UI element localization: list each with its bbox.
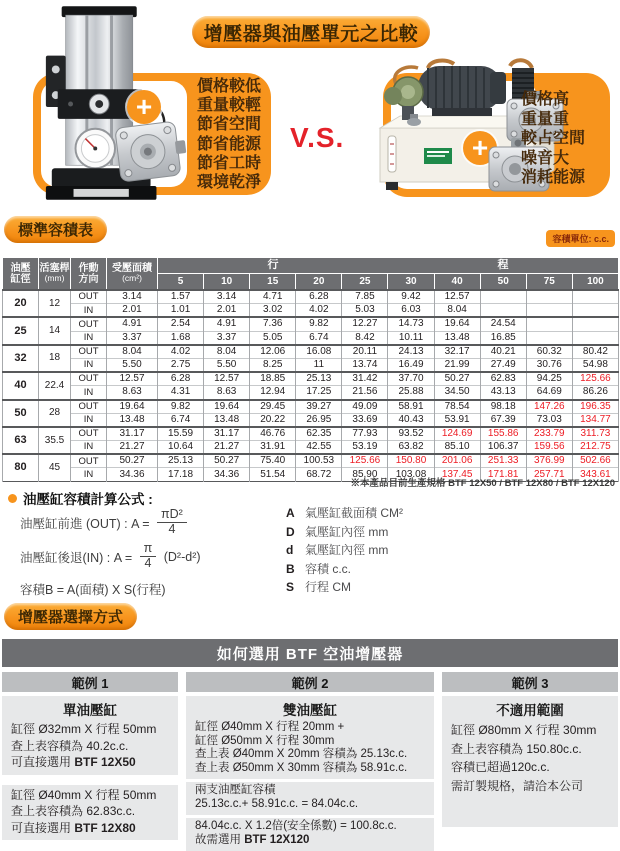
table-cell: 16.49: [388, 358, 434, 372]
table-cell: 15.59: [158, 427, 204, 441]
col-header-area: 受壓面積 (cm²): [107, 258, 158, 291]
example-3-title: 不適用範圍: [496, 703, 564, 718]
table-cell: 20.11: [342, 345, 388, 359]
table-cell: 60.32: [526, 345, 572, 359]
table-cell: 75.40: [250, 454, 296, 468]
table-cell: [480, 304, 526, 318]
formula-volume: 容積B = A(面積) X S(行程): [20, 583, 166, 597]
example-1-column: [2, 672, 178, 835]
table-cell: [572, 290, 618, 304]
table-cell: 62.35: [296, 427, 342, 441]
table-cell: 18.85: [250, 372, 296, 386]
table-cell: 13.48: [434, 331, 480, 345]
table-row-in: [3, 304, 619, 318]
table-cell: [526, 290, 572, 304]
table-cell: 37.70: [388, 372, 434, 386]
table-cell: 10.11: [388, 331, 434, 345]
table-cell: 30.76: [526, 358, 572, 372]
example-line: 查上表容積為 40.2c.c.: [11, 738, 129, 753]
table-cell: 103.08: [388, 468, 434, 481]
table-cell: 4.31: [158, 386, 204, 400]
table-cell: 85.90: [342, 468, 388, 481]
table-row-out: [3, 372, 619, 386]
table-row-in: [3, 413, 619, 427]
table-cell: 4.71: [250, 290, 296, 304]
table-row-out: [3, 345, 619, 359]
table-cell: 9.42: [388, 290, 434, 304]
example-line: 查上表容積為 150.80c.c.: [451, 741, 582, 756]
table-cell: 63: [3, 427, 39, 454]
stroke-col-header: 25: [342, 274, 388, 291]
table-cell: OUT: [71, 372, 107, 386]
table-cell: 7.36: [250, 317, 296, 331]
table-cell: 31.42: [342, 372, 388, 386]
formula-legend: [286, 504, 403, 597]
table-cell: 2.75: [158, 358, 204, 372]
table-cell: 257.71: [526, 468, 572, 481]
example-line: 缸徑 Ø80mm X 行程 30mm: [451, 723, 597, 737]
volume-table-header: [3, 258, 619, 291]
table-cell: [572, 331, 618, 345]
table-cell: 2.01: [107, 304, 158, 318]
stroke-col-header: 30: [388, 274, 434, 291]
table-cell: OUT: [71, 345, 107, 359]
table-cell: 1.57: [158, 290, 204, 304]
table-cell: OUT: [71, 290, 107, 304]
table-cell: 19.64: [107, 400, 158, 414]
example-line: 查上表 Ø40mm X 20mm 容積為 25.13c.c.: [195, 748, 408, 760]
table-cell: [526, 317, 572, 331]
example-line: 需訂製規格，請洽本公司: [451, 778, 584, 793]
table-row-out: [3, 400, 619, 414]
table-cell: 8.04: [434, 304, 480, 318]
table-cell: 8.63: [107, 386, 158, 400]
table-cell: 20: [3, 290, 39, 317]
table-cell: 9.82: [296, 317, 342, 331]
table-cell: 21.99: [434, 358, 480, 372]
feature-item: 節省空間: [197, 116, 262, 134]
table-cell: 78.54: [434, 400, 480, 414]
table-cell: 40.21: [480, 345, 526, 359]
table-cell: 19.64: [204, 400, 250, 414]
table-cell: 7.85: [342, 290, 388, 304]
feature-item: 較占空間: [521, 130, 586, 148]
table-cell: 6.03: [388, 304, 434, 318]
table-cell: 86.26: [572, 386, 618, 400]
feature-item: 價格較低: [197, 78, 262, 95]
table-cell: 100.53: [296, 454, 342, 468]
table-cell: 58.91: [388, 400, 434, 414]
table-cell: 50.27: [434, 372, 480, 386]
table-cell: 311.73: [572, 427, 618, 441]
feature-item: 重量重: [521, 110, 570, 128]
table-cell: 5.50: [107, 358, 158, 372]
table-cell: 196.35: [572, 400, 618, 414]
example-line: 缸徑 Ø32mm X 行程 50mm: [11, 722, 157, 736]
example-action: 可直接選用 BTF 12X80: [11, 820, 136, 835]
table-cell: 12.94: [250, 386, 296, 400]
table-cell: 27.49: [480, 358, 526, 372]
table-cell: 8.04: [107, 345, 158, 359]
example-line: 25.13c.c.+ 58.91c.c. = 84.04c.c.: [195, 797, 359, 810]
table-cell: 8.25: [250, 358, 296, 372]
stroke-col-header: 5: [158, 274, 204, 291]
table-cell: 6.74: [296, 331, 342, 345]
table-row-in: [3, 331, 619, 345]
table-cell: 14.73: [388, 317, 434, 331]
plus-icon: +: [463, 131, 497, 165]
selection-guide-title: 如何選用 BTF 空油增壓器: [2, 639, 618, 667]
table-cell: 49.09: [342, 400, 388, 414]
stroke-band-char: 行: [267, 259, 279, 272]
stroke-band-char: 程: [497, 259, 509, 272]
example-line: 查上表 Ø50mm X 30mm 容積為 58.91c.c.: [195, 761, 408, 774]
table-cell: 26.95: [296, 413, 342, 427]
table-cell: 50.27: [107, 454, 158, 468]
table-cell: 13.48: [204, 413, 250, 427]
table-cell: 98.18: [480, 400, 526, 414]
table-cell: 34.36: [204, 468, 250, 481]
bullet-icon: [8, 494, 17, 503]
example-1-box-2: [2, 785, 178, 841]
table-cell: 62.83: [480, 372, 526, 386]
table-cell: IN: [71, 413, 107, 427]
table-cell: 502.66: [572, 454, 618, 468]
example-line: 兩支油壓缸容積: [195, 784, 276, 796]
formula-in: 油壓缸後退(IN) : A = $\frac{\pi}{4}$ (D²-d²): [20, 541, 201, 570]
legend-row: S 行程 CM: [286, 580, 351, 595]
table-cell: 85.10: [434, 441, 480, 455]
table-cell: 2.01: [204, 304, 250, 318]
table-cell: 10.64: [158, 441, 204, 455]
table-cell: 125.66: [572, 372, 618, 386]
table-cell: 233.79: [526, 427, 572, 441]
example-line: 容積已超過120c.c.: [451, 760, 550, 774]
stroke-col-header: 10: [204, 274, 250, 291]
table-cell: 42.55: [296, 441, 342, 455]
table-cell: 14: [39, 317, 71, 344]
table-cell: OUT: [71, 400, 107, 414]
table-cell: 25.13: [296, 372, 342, 386]
table-cell: 45: [39, 454, 71, 481]
example-line: 缸徑 Ø50mm X 行程 30mm: [195, 734, 335, 747]
example-line: 84.04c.c. X 1.2倍(安全係數) = 100.8c.c.: [195, 820, 397, 832]
table-row-out: [3, 427, 619, 441]
table-cell: 6.28: [296, 290, 342, 304]
table-cell: 64.69: [526, 386, 572, 400]
table-cell: 73.03: [526, 413, 572, 427]
table-cell: 1.01: [158, 304, 204, 318]
page-title: 增壓器與油壓單元之比較: [192, 16, 430, 48]
stroke-col-header: 100: [572, 274, 618, 291]
table-cell: 19.64: [434, 317, 480, 331]
table-cell: 12.57: [434, 290, 480, 304]
table-cell: 1.68: [158, 331, 204, 345]
table-cell: [480, 290, 526, 304]
legend-row: D 氣壓缸內徑 mm: [286, 524, 389, 539]
table-cell: 12.27: [342, 317, 388, 331]
table-cell: 155.86: [480, 427, 526, 441]
table-cell: 6.28: [158, 372, 204, 386]
table-cell: IN: [71, 358, 107, 372]
table-cell: [526, 331, 572, 345]
section-title-selection: 增壓器選擇方式: [4, 603, 137, 630]
example-1-header: 範例 1: [2, 672, 178, 692]
fraction: $\frac{\pi}{4}$: [140, 542, 157, 571]
feature-item: 消耗能源: [521, 169, 586, 187]
example-2-header: 範例 2: [186, 672, 434, 692]
selection-columns: [2, 672, 618, 846]
table-cell: 376.99: [526, 454, 572, 468]
table-cell: 54.98: [572, 358, 618, 372]
example-line: 缸徑 Ø40mm X 行程 50mm: [11, 787, 157, 802]
production-spec-note: ※本產品目前生產規格 BTF 12X50 / BTF 12X80 / BTF 12X120: [350, 478, 615, 489]
table-cell: 5.03: [342, 304, 388, 318]
table-cell: 3.14: [107, 290, 158, 304]
table-cell: 16.08: [296, 345, 342, 359]
col-header-rod: 活塞桿 (mm): [39, 258, 71, 291]
table-cell: IN: [71, 468, 107, 481]
table-cell: 46.76: [250, 427, 296, 441]
table-cell: 16.85: [480, 331, 526, 345]
example-3-header: 範例 3: [442, 672, 618, 692]
table-cell: 20.22: [250, 413, 296, 427]
table-cell: 22.4: [39, 372, 71, 399]
table-cell: 53.91: [434, 413, 480, 427]
stroke-col-header: 20: [296, 274, 342, 291]
table-cell: 8.63: [204, 386, 250, 400]
table-cell: 35.5: [39, 427, 71, 454]
col-header-stroke-band: [158, 258, 619, 274]
table-cell: 40.43: [388, 413, 434, 427]
table-cell: 3.37: [107, 331, 158, 345]
table-cell: IN: [71, 331, 107, 345]
section-title-volume-table: 標準容積表: [4, 216, 107, 243]
example-2-box-2: [186, 782, 434, 815]
table-cell: 17.18: [158, 468, 204, 481]
table-cell: 201.06: [434, 454, 480, 468]
table-cell: 18: [39, 345, 71, 372]
volume-table-body: [3, 290, 619, 481]
feature-item: 重量較輕: [197, 97, 262, 115]
table-cell: 53.19: [342, 441, 388, 455]
table-cell: 25.13: [158, 454, 204, 468]
table-cell: 3.37: [204, 331, 250, 345]
table-cell: 4.91: [204, 317, 250, 331]
table-cell: 212.75: [572, 441, 618, 455]
unit-tag: 容積單位: c.c.: [546, 230, 615, 247]
booster-advantages-list: [197, 77, 261, 192]
table-cell: 31.17: [107, 427, 158, 441]
compact-cylinder-image: [112, 112, 194, 192]
table-cell: OUT: [71, 454, 107, 468]
feature-item: 節省能源: [197, 135, 262, 153]
stroke-col-header: 40: [434, 274, 480, 291]
volume-table-container: [2, 257, 618, 482]
table-cell: 147.26: [526, 400, 572, 414]
table-cell: 12.06: [250, 345, 296, 359]
table-cell: 43.13: [480, 386, 526, 400]
table-cell: [572, 304, 618, 318]
example-2-box-3: [186, 818, 434, 851]
table-cell: 8.04: [204, 345, 250, 359]
table-cell: 24.13: [388, 345, 434, 359]
table-cell: 9.82: [158, 400, 204, 414]
table-cell: IN: [71, 304, 107, 318]
table-cell: 13.74: [342, 358, 388, 372]
table-cell: OUT: [71, 427, 107, 441]
table-cell: 32.17: [434, 345, 480, 359]
formula-out: 油壓缸前進 (OUT) : A = $\frac{\text{πD²}}{4}$: [20, 507, 201, 538]
table-cell: 68.72: [296, 468, 342, 481]
legend-row: A 氣壓缸截面積 CM²: [286, 506, 403, 520]
example-2-box-1: [186, 696, 434, 779]
stroke-col-header: 75: [526, 274, 572, 291]
versus-label: V.S.: [290, 122, 345, 153]
table-cell: 137.45: [434, 468, 480, 481]
table-cell: 4.02: [296, 304, 342, 318]
table-cell: 25: [3, 317, 39, 344]
example-action: 故需選用 BTF 12X120: [195, 833, 310, 846]
table-cell: 31.17: [204, 427, 250, 441]
table-cell: 8.42: [342, 331, 388, 345]
table-cell: 33.69: [342, 413, 388, 427]
table-cell: IN: [71, 441, 107, 455]
table-cell: 67.39: [480, 413, 526, 427]
table-cell: 13.48: [107, 413, 158, 427]
table-cell: 21.27: [107, 441, 158, 455]
table-cell: 50.27: [204, 454, 250, 468]
table-cell: 159.56: [526, 441, 572, 455]
table-cell: 34.36: [107, 468, 158, 481]
table-cell: 80: [3, 454, 39, 481]
table-cell: 63.82: [388, 441, 434, 455]
table-cell: 125.66: [342, 454, 388, 468]
legend-row: d 氣壓缸內徑 mm: [286, 543, 389, 558]
selection-guide: [2, 639, 618, 846]
col-header-direction: 作動 方向: [71, 258, 107, 291]
stroke-col-header: 15: [250, 274, 296, 291]
formula-list: [20, 507, 201, 600]
table-cell: IN: [71, 386, 107, 400]
table-cell: 39.27: [296, 400, 342, 414]
table-cell: 77.93: [342, 427, 388, 441]
table-cell: 124.69: [434, 427, 480, 441]
table-cell: 21.27: [204, 441, 250, 455]
table-cell: 5.50: [204, 358, 250, 372]
table-cell: 171.81: [480, 468, 526, 481]
table-cell: 11: [296, 358, 342, 372]
table-cell: 50: [3, 400, 39, 427]
table-cell: 2.54: [158, 317, 204, 331]
example-1-title: 單油壓缸: [63, 703, 117, 718]
feature-item: 節省工時: [197, 154, 262, 172]
spacer: [2, 775, 178, 785]
example-line: 查上表容積為 62.83c.c.: [11, 804, 136, 818]
table-cell: 34.50: [434, 386, 480, 400]
feature-item: 環境乾淨: [197, 174, 262, 192]
table-row-out: [3, 454, 619, 468]
example-line: 缸徑 Ø40mm X 行程 20mm +: [195, 721, 345, 733]
table-cell: 25.88: [388, 386, 434, 400]
legend-row: B 容積 c.c.: [286, 561, 352, 576]
table-cell: 80.42: [572, 345, 618, 359]
table-cell: 40: [3, 372, 39, 399]
fraction: $\frac{\text{πD²}}{4}$: [157, 508, 187, 537]
volume-table: [2, 257, 619, 482]
table-cell: OUT: [71, 317, 107, 331]
table-row-out: [3, 317, 619, 331]
table-cell: 12: [39, 290, 71, 317]
feature-item: 價格高: [521, 91, 570, 108]
table-cell: 31.91: [250, 441, 296, 455]
table-cell: 29.45: [250, 400, 296, 414]
example-3-column: [442, 672, 618, 827]
table-cell: 134.77: [572, 413, 618, 427]
table-row-in: [3, 358, 619, 372]
table-cell: 32: [3, 345, 39, 372]
table-cell: 28: [39, 400, 71, 427]
table-cell: 51.54: [250, 468, 296, 481]
formula-section-heading: 油壓缸容積計算公式 :: [8, 488, 153, 508]
table-cell: 24.54: [480, 317, 526, 331]
col-header-bore: 油壓 缸徑: [3, 258, 39, 291]
example-2-column: [186, 672, 434, 846]
example-action: 可直接選用 BTF 12X50: [11, 755, 136, 769]
table-row-in: [3, 441, 619, 455]
table-cell: 4.91: [107, 317, 158, 331]
plus-icon: +: [127, 90, 161, 124]
table-cell: 6.74: [158, 413, 204, 427]
table-cell: 106.37: [480, 441, 526, 455]
table-row-out: [3, 290, 619, 304]
example-1-box-1: [2, 696, 178, 775]
table-cell: 5.05: [250, 331, 296, 345]
table-cell: 94.25: [526, 372, 572, 386]
table-cell: 17.25: [296, 386, 342, 400]
table-cell: 21.56: [342, 386, 388, 400]
stroke-col-header: 50: [480, 274, 526, 291]
table-cell: [526, 304, 572, 318]
table-cell: 93.52: [388, 427, 434, 441]
table-cell: 343.61: [572, 468, 618, 481]
table-cell: 251.33: [480, 454, 526, 468]
table-cell: [572, 317, 618, 331]
feature-item: 噪音大: [521, 149, 570, 167]
hydraulic-drawbacks-list: [521, 90, 585, 188]
table-cell: 4.02: [158, 345, 204, 359]
example-2-title: 雙油壓缸: [283, 703, 337, 718]
table-cell: 3.14: [204, 290, 250, 304]
table-cell: 3.02: [250, 304, 296, 318]
example-3-box: [442, 696, 618, 827]
table-cell: 150.80: [388, 454, 434, 468]
table-cell: 12.57: [107, 372, 158, 386]
table-cell: 12.57: [204, 372, 250, 386]
table-row-in: [3, 386, 619, 400]
